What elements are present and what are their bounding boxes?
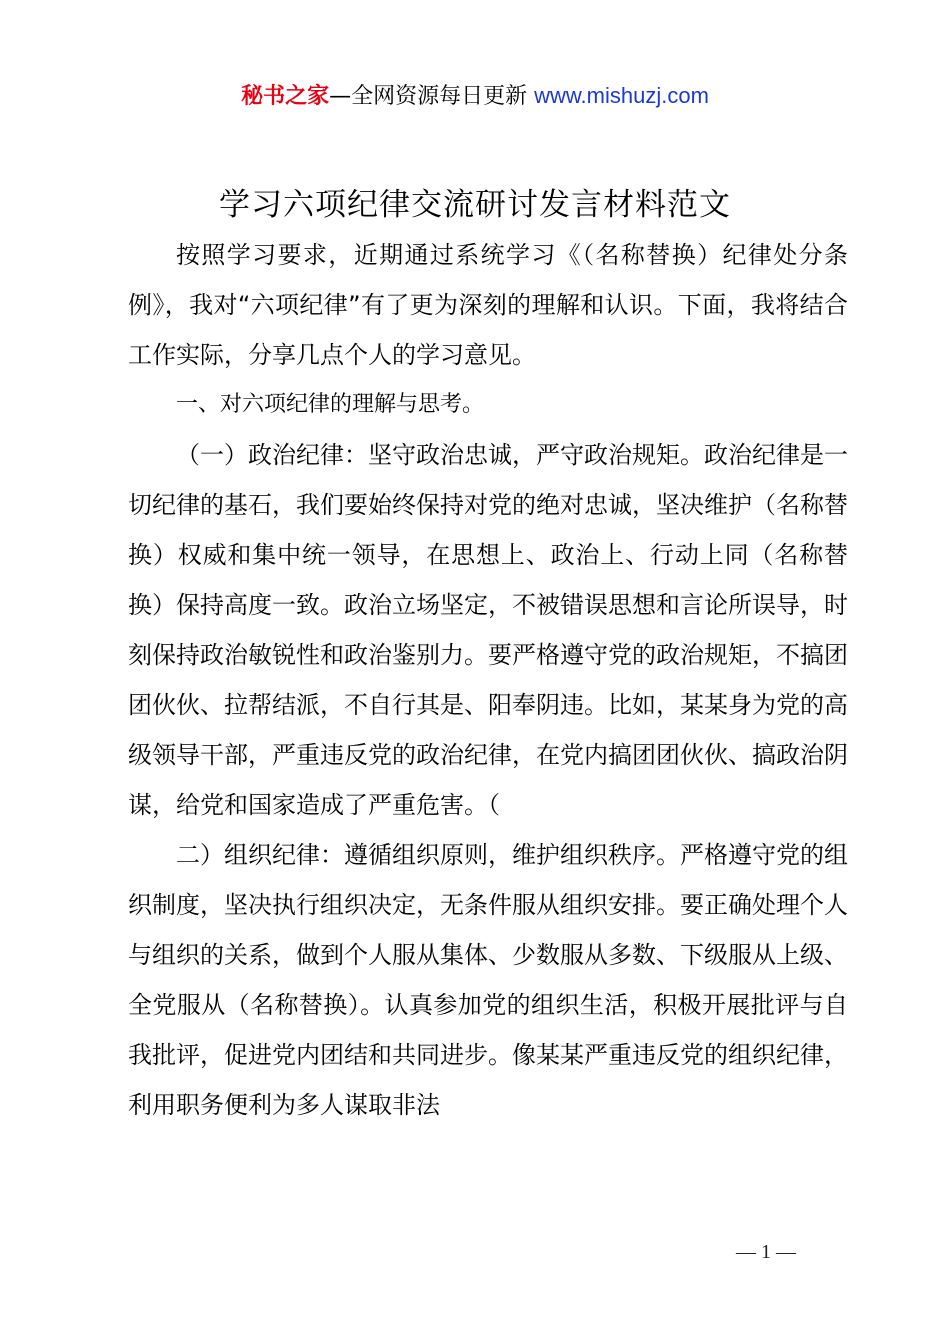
page-number: — 1 — [736, 1241, 796, 1263]
site-slogan: —全网资源每日更新 [329, 84, 528, 109]
document-title: 学习六项纪律交流研讨发言材料范文 [219, 187, 731, 223]
section-heading: 一、对六项纪律的理解与思考。 [176, 392, 485, 417]
organizational-discipline-paragraph: 二）组织纪律：遵循组织原则，维护组织秩序。严格遵守党的组织制度，坚决执行组织决定，无条件服从组织安排。要正确处理个人与组织的关系，做到个人服从集体、少数服从多数、下级服从上级、全党服从（名称替换）。认真参加党的组织生活，积极开展批评与自我批评，促进党内团结和共同进步。像某某严重违反党的组织纪律，利用职务便利为多人谋取非法 [128, 841, 848, 1119]
site-url-link[interactable]: www.mishuzj.com [534, 83, 709, 108]
site-header [0, 80, 950, 113]
site-name: 秘书之家 [241, 84, 330, 109]
document-body [128, 230, 848, 1130]
political-discipline-paragraph: （一）政治纪律：坚守政治忠诚，严守政治规矩。政治纪律是一切纪律的基石，我们要始终保持对党的绝对忠诚，坚决维护（名称替换）权威和集中统一领导，在思想上、政治上、行动上同（名称替换）保持高度一致。政治立场坚定，不被错误思想和言论所误导，时刻保持政治敏锐性和政治鉴别力。要严格遵守党的政治规矩，不搞团团伙伙、拉帮结派，不自行其是、阳奉阴违。比如，某某身为党的高级领导干部，严重违反党的政治纪律，在党内搞团团伙伙、搞政治阴谋，给党和国家造成了严重危害。（ [128, 441, 848, 819]
intro-paragraph: 按照学习要求，近期通过系统学习《（名称替换）纪律处分条例》，我对“六项纪律”有了更为深刻的理解和认识。下面，我将结合工作实际，分享几点个人的学习意见。 [128, 241, 848, 369]
